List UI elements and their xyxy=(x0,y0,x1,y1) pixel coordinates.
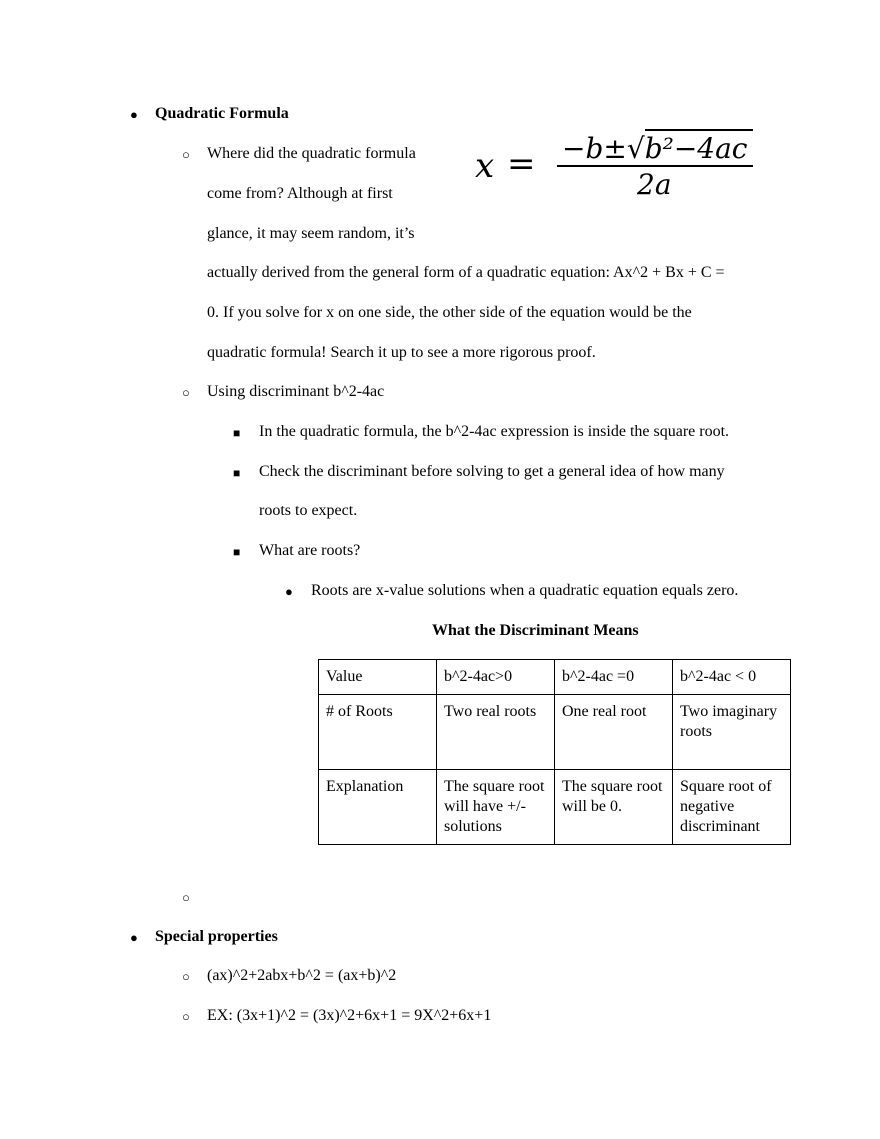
table-row xyxy=(319,695,791,770)
formula-equals: = xyxy=(507,144,536,184)
paragraph-line: 0. If you solve for x on one side, the other side of the equation would be the xyxy=(207,304,692,321)
property-item: EX: (3x+1)^2 = (3x)^2+6x+1 = 9X^2+6x+1 xyxy=(207,1007,492,1024)
bullet-circle: ○ xyxy=(182,147,190,162)
section-heading-quadratic-formula: Quadratic Formula xyxy=(155,105,289,122)
table-caption: What the Discriminant Means xyxy=(432,622,639,639)
table-cell: Square root of negative discriminant xyxy=(673,770,791,845)
formula-lhs: x xyxy=(475,146,495,186)
radical-overline xyxy=(645,129,753,131)
table-cell: Two imaginary roots xyxy=(673,695,791,770)
formula-numerator: −b±√b²−4ac xyxy=(562,132,748,165)
table-cell: # of Roots xyxy=(319,695,437,770)
bullet-square: ■ xyxy=(233,426,241,440)
bullet-dot: ● xyxy=(130,107,138,122)
bullet-circle: ○ xyxy=(182,1009,190,1024)
table-row xyxy=(319,660,791,695)
paragraph-line: Where did the quadratic formula xyxy=(207,145,416,162)
roots-definition: Roots are x-value solutions when a quadratic equation equals zero. xyxy=(311,582,739,599)
table-row xyxy=(319,770,791,845)
table-cell: The square root will be 0. xyxy=(555,770,673,845)
bullet-circle: ○ xyxy=(182,969,190,984)
quadratic-formula-equation xyxy=(475,128,760,200)
table-cell: b^2-4ac =0 xyxy=(555,660,673,695)
sub-point: Check the discriminant before solving to get a general idea of how many xyxy=(259,463,725,480)
table-cell: Explanation xyxy=(319,770,437,845)
bullet-circle: ○ xyxy=(182,385,190,400)
subheading-discriminant: Using discriminant b^2-4ac xyxy=(207,383,385,400)
table-cell: The square root will have +/- solutions xyxy=(437,770,555,845)
paragraph-line: glance, it may seem random, it’s xyxy=(207,225,415,242)
bullet-square: ■ xyxy=(233,545,241,559)
table-cell: b^2-4ac < 0 xyxy=(673,660,791,695)
paragraph-line: actually derived from the general form of a quadratic equation: Ax^2 + Bx + C = xyxy=(207,264,725,281)
bullet-dot: ● xyxy=(130,930,138,945)
fraction-bar xyxy=(557,165,753,167)
bullet-circle-empty: ○ xyxy=(182,890,190,905)
paragraph-line: quadratic formula! Search it up to see a more rigorous proof. xyxy=(207,344,596,361)
sub-point: In the quadratic formula, the b^2-4ac expression is inside the square root. xyxy=(259,423,730,440)
paragraph-line: come from? Although at first xyxy=(207,185,393,202)
bullet-square: ■ xyxy=(233,466,241,480)
formula-denominator: 2a xyxy=(637,168,672,201)
property-item: (ax)^2+2abx+b^2 = (ax+b)^2 xyxy=(207,967,397,984)
sub-point-continued: roots to expect. xyxy=(259,502,358,519)
table-cell: Value xyxy=(319,660,437,695)
section-heading-special-properties: Special properties xyxy=(155,928,278,945)
table-cell: Two real roots xyxy=(437,695,555,770)
bullet-dot: ● xyxy=(285,584,293,599)
sub-point: What are roots? xyxy=(259,542,361,559)
discriminant-table xyxy=(318,659,791,845)
table-cell: One real root xyxy=(555,695,673,770)
table-cell: b^2-4ac>0 xyxy=(437,660,555,695)
